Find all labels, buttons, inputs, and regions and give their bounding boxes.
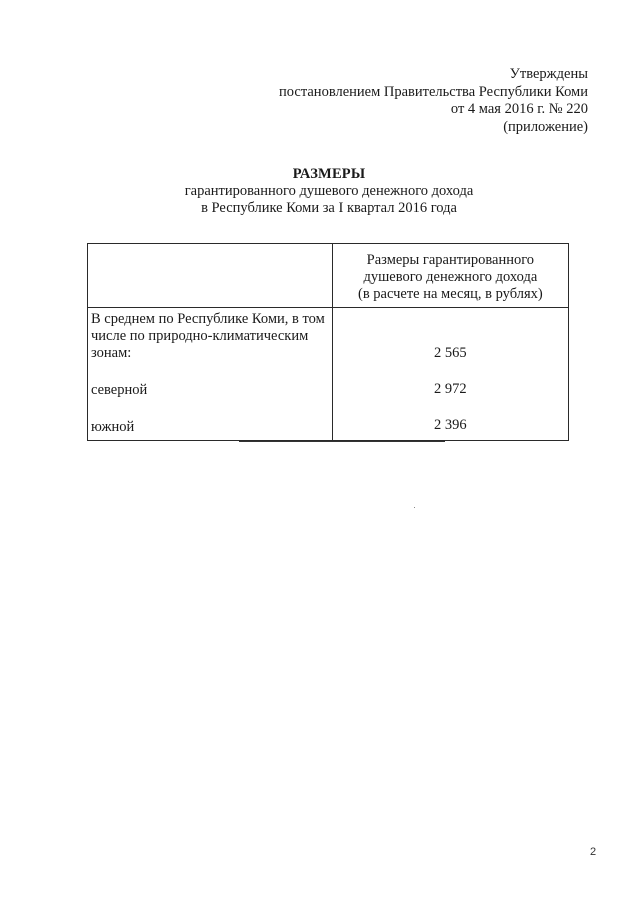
approval-block — [279, 66, 588, 136]
title-subtitle-line1: гарантированного душевого денежного дохода — [184, 183, 474, 199]
approval-line-date-number: от 4 мая 2016 г. № 220 — [450, 101, 588, 117]
header-line: (в расчете на месяц, в рублях) — [357, 286, 543, 302]
table-header-row — [88, 244, 569, 308]
separator-line — [239, 441, 445, 442]
row-label-average-line3: зонам: — [91, 345, 132, 361]
row-label-northern: северной — [91, 382, 148, 398]
header-line: душевого денежного дохода — [363, 269, 538, 285]
zone-values-cell — [332, 308, 568, 441]
title-subtitle-line2: в Республике Коми за I квартал 2016 года — [201, 200, 457, 216]
value-northern: 2 972 — [434, 381, 467, 397]
approval-line-resolution: постановлением Правительства Республики Коми — [279, 83, 588, 100]
header-line: Размеры гарантированного — [366, 252, 535, 268]
table-header-empty-cell — [88, 244, 333, 308]
value-average: 2 565 — [434, 345, 467, 361]
title-heading: РАЗМЕРЫ — [292, 166, 366, 182]
zone-labels-cell — [88, 308, 333, 441]
row-label-average-line1: В среднем по Республике Коми, в том — [91, 311, 325, 327]
row-label-southern: южной — [91, 419, 135, 435]
row-label-average-line2: числе по природно-климатическим — [91, 328, 309, 344]
approval-line-approved: Утверждены — [509, 66, 588, 82]
table-row — [88, 308, 569, 441]
income-table — [87, 243, 569, 441]
scan-speck — [414, 507, 415, 508]
value-southern: 2 396 — [434, 417, 467, 433]
document-title — [0, 166, 640, 217]
table-header-income-cell — [332, 244, 568, 308]
row-label-average — [91, 311, 329, 362]
page-number: 2 — [590, 846, 597, 858]
approval-line-appendix: (приложение) — [503, 118, 588, 135]
